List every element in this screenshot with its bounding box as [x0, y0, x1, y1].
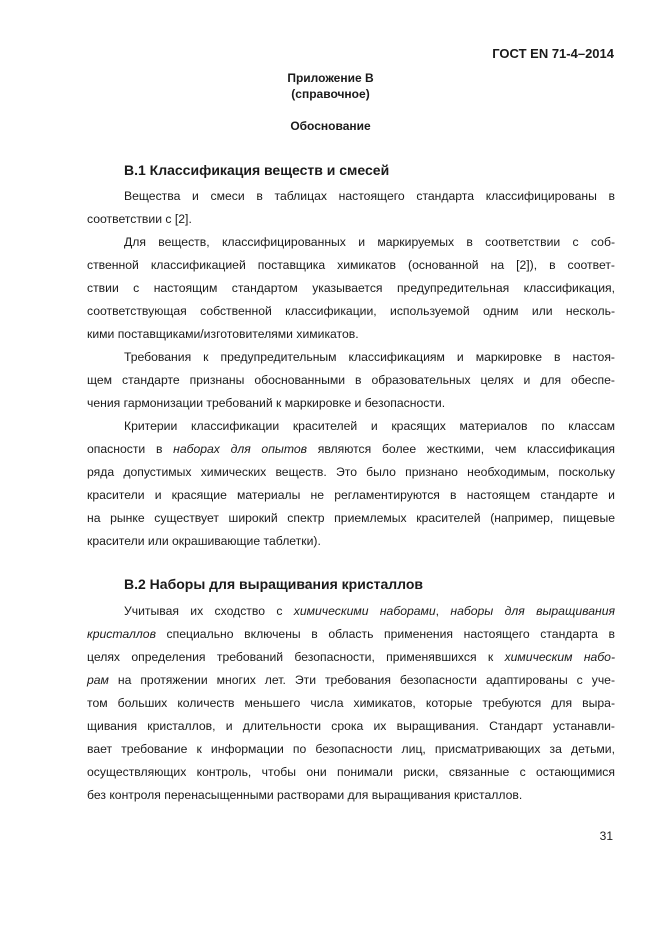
- text-line: красители и красящие материалы не регламентируются в настоящем стандарте и: [87, 488, 615, 502]
- text-line: Вещества и смеси в таблицах настоящего стандарта классифицированы в: [124, 189, 615, 203]
- text-line: красители или окрашивающие таблетки).: [87, 534, 321, 548]
- italic-term: кристаллов: [87, 627, 156, 641]
- text-line: чения гармонизации требований к маркировке и безопасности.: [87, 396, 446, 410]
- section-heading-b1: В.1 Классификация веществ и смесей: [124, 162, 390, 178]
- text-line: осуществляющих контроль, чтобы они понимали риски, связанные с остающимися: [87, 765, 615, 779]
- paragraph: [87, 185, 615, 231]
- text-line: том больших количеств меньшего числа химикатов, которые требуются для выра-: [87, 696, 615, 710]
- paragraph: [87, 231, 615, 346]
- text-line: ствии с настоящим стандартом указывается предупредительная классификация,: [87, 281, 615, 295]
- text-line: Требования к предупредительным классификациям и маркировке в настоя-: [124, 350, 615, 364]
- paragraph: [87, 346, 615, 415]
- standard-number: ГОСТ EN 71-4–2014: [492, 46, 614, 61]
- text-line: опасности в наборах для опытов являются более жесткими, чем классификация: [87, 442, 615, 456]
- text-line: целях определения требований безопасности, применявшихся к химическим набо-: [87, 650, 616, 664]
- text-line: соответствующая собственной классификации, используемой одним или несколь-: [87, 304, 615, 318]
- annex-note: (справочное): [291, 87, 370, 101]
- text-line: соответствии с [2].: [87, 212, 192, 226]
- text-line: кими поставщиками/изготовителями химикатов.: [87, 327, 359, 341]
- text-line: Учитывая их сходство с химическими наборами, наборы для выращивания: [124, 604, 615, 618]
- text-line: без контроля перенасыщенными растворами для выращивания кристаллов.: [87, 788, 523, 802]
- text-line: щивания кристаллов, и длительности срока их выращивания. Стандарт устанавли-: [87, 719, 615, 733]
- italic-term: рам: [87, 673, 109, 687]
- text-line: Критерии классификации красителей и красящих материалов по классам: [124, 419, 615, 433]
- italic-term: химическими наборами: [293, 604, 436, 618]
- italic-term: химическим набо-: [504, 650, 616, 664]
- italic-term: наборы для выращивания: [450, 604, 615, 618]
- page-number: 31: [599, 829, 613, 843]
- text-line: ственной классификацией поставщика химикатов (основанной на [2]), в соответ-: [87, 258, 615, 272]
- italic-term: наборах для опытов: [173, 442, 308, 456]
- paragraph: [87, 415, 615, 553]
- paragraph: [87, 600, 615, 807]
- text-line: щем стандарте признаны обоснованными в образовательных целях и для обеспе-: [87, 373, 615, 387]
- text-line: ряда допустимых химических веществ. Это было признано необходимым, поскольку: [87, 465, 615, 479]
- text-line: кристаллов специально включены в область применения настоящего стандарта в: [87, 627, 615, 641]
- text-line: вает требование к информации по безопасности лиц, присматривающих за детьми,: [87, 742, 615, 756]
- text-line: рам на протяжении многих лет. Эти требования безопасности адаптированы с уче-: [87, 673, 615, 687]
- text-line: Для веществ, классифицированных и маркируемых в соответствии с соб-: [124, 235, 615, 249]
- annex-heading: Обоснование: [290, 119, 371, 133]
- text-line: на рынке существует широкий спектр приемлемых красителей (например, пищевые: [87, 511, 615, 525]
- section-heading-b2: В.2 Наборы для выращивания кристаллов: [124, 576, 424, 592]
- annex-title: Приложение В: [287, 71, 374, 85]
